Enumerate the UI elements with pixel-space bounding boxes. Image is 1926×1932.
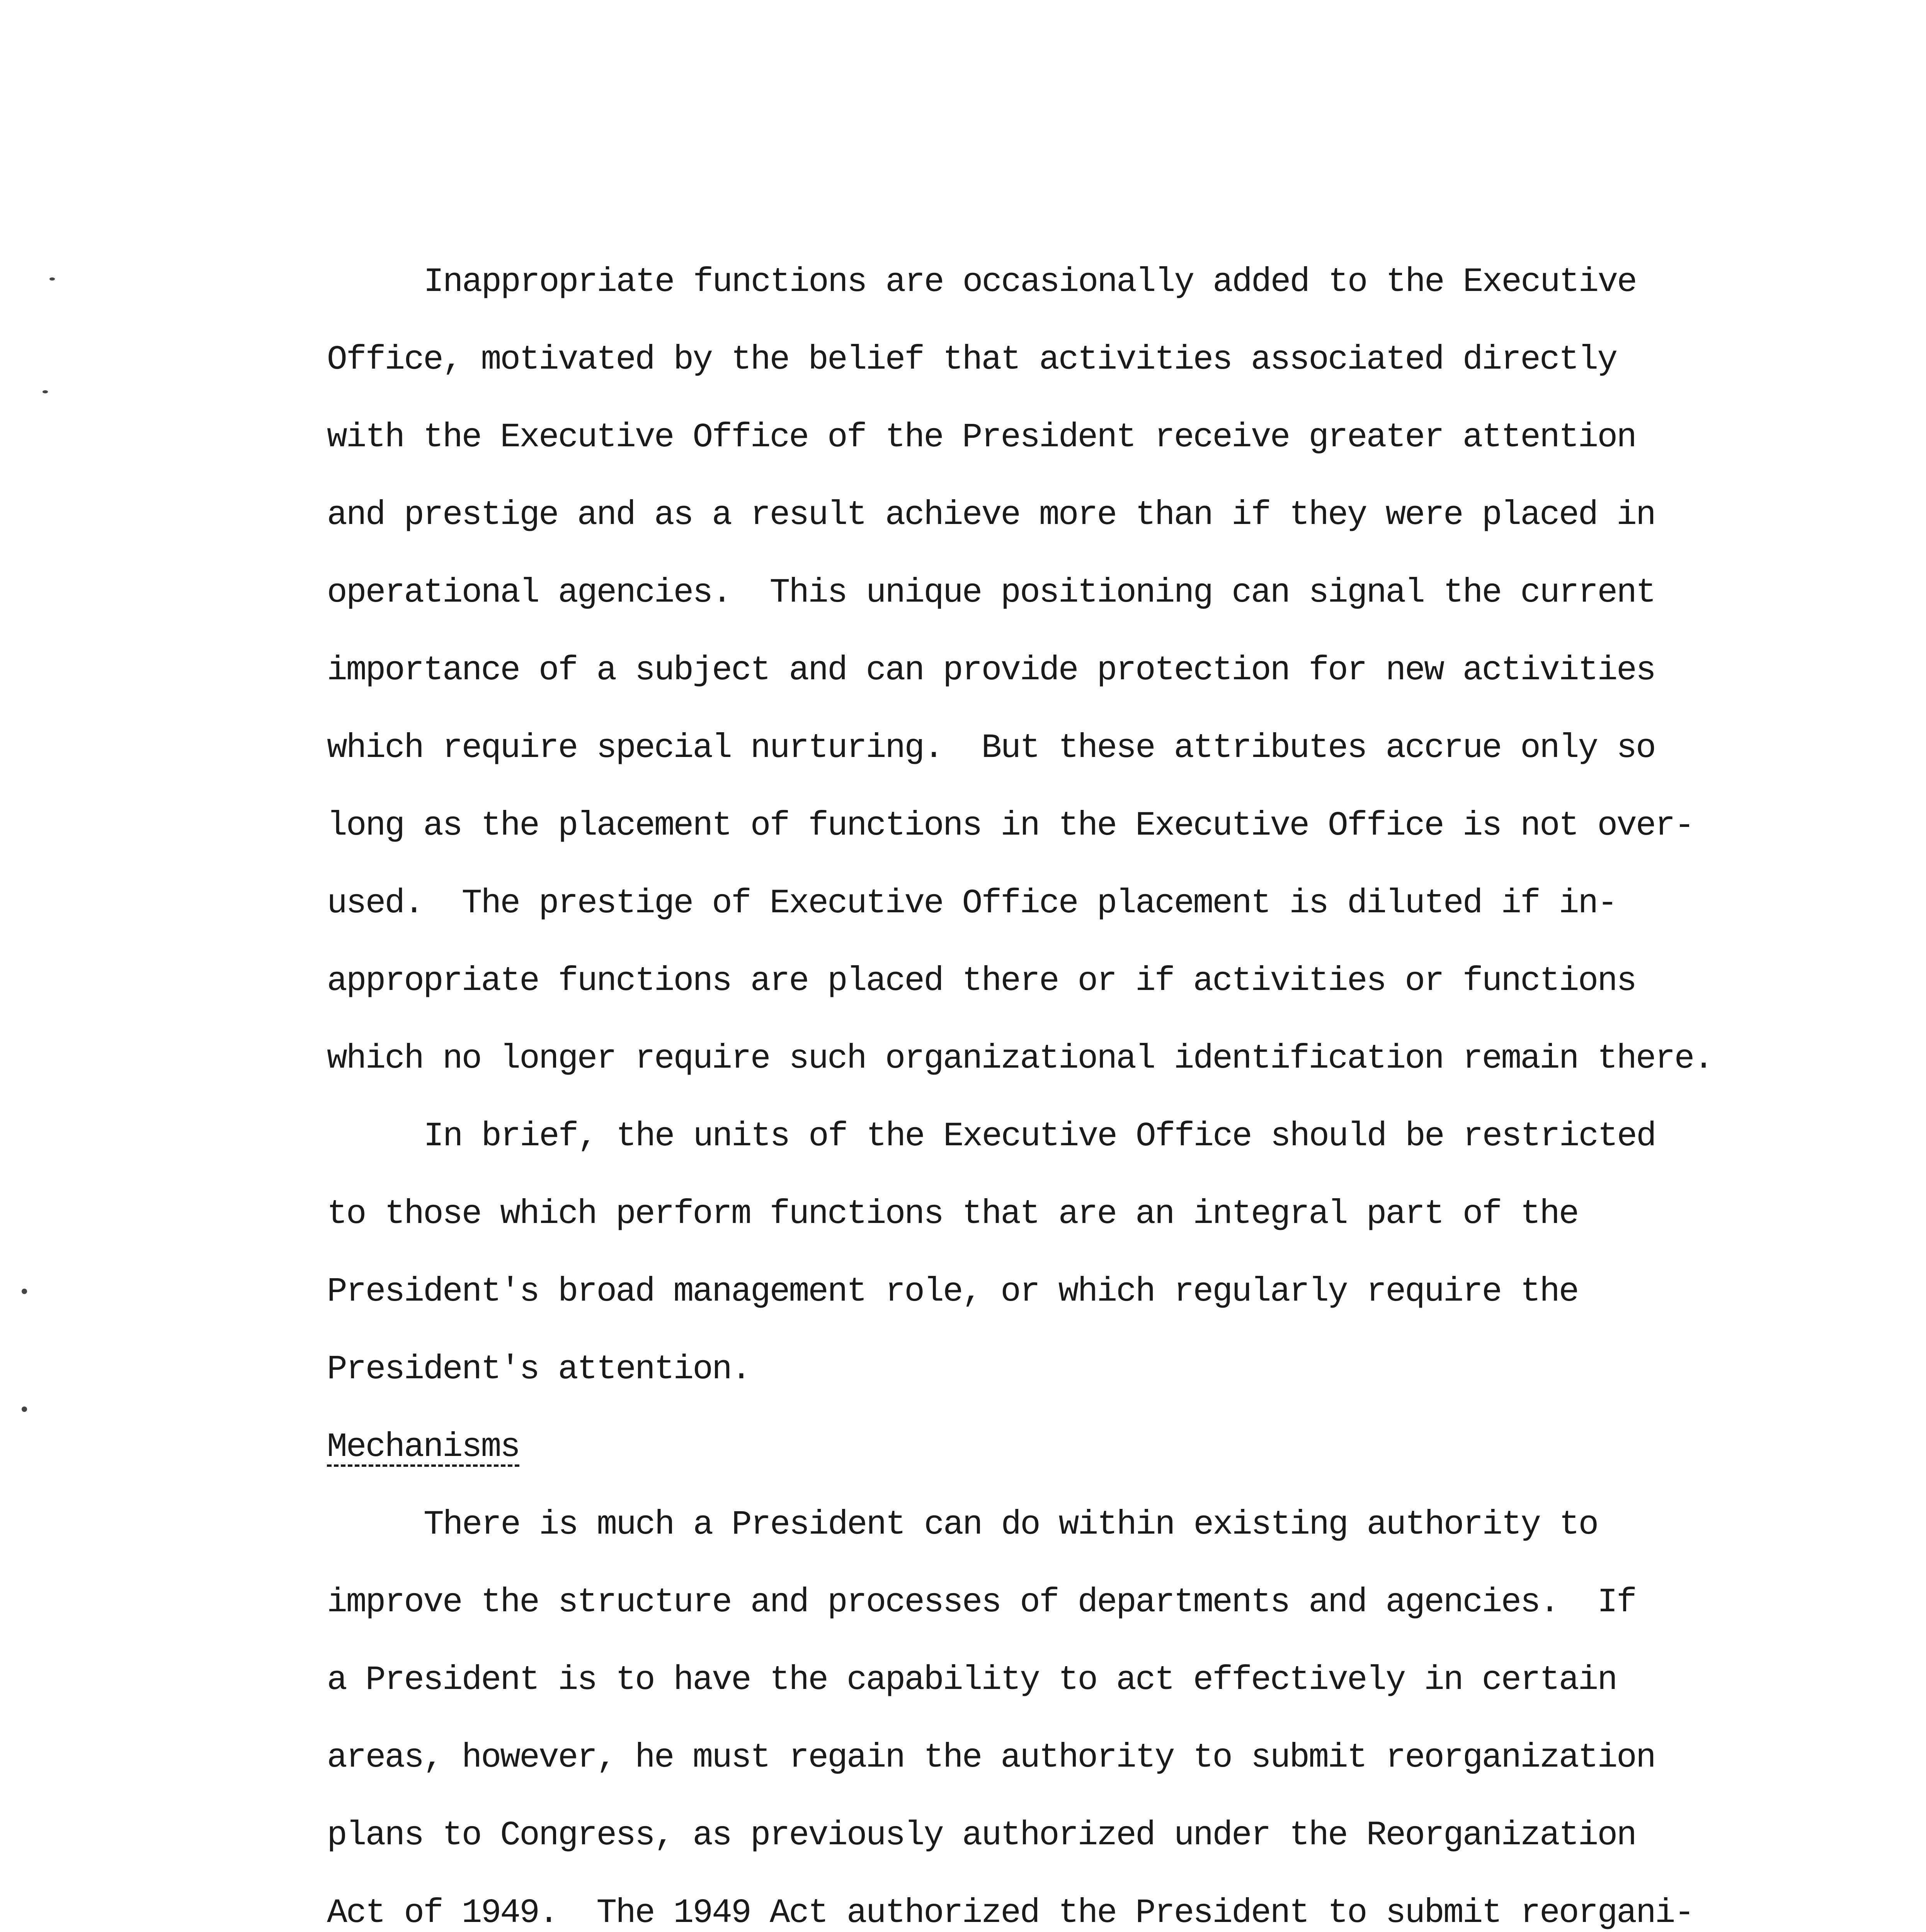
- paragraph-line: with the Executive Office of the President receive greater attention: [327, 418, 1636, 457]
- section-heading-text: Mechanisms: [327, 1428, 520, 1466]
- paragraph-line: plans to Congress, as previously authorized under the Reorganization: [327, 1816, 1636, 1855]
- margin-mark: [49, 277, 55, 281]
- paragraph-line: used. The prestige of Executive Office placement is diluted if in-: [327, 884, 1617, 923]
- paragraph-line: President's attention.: [327, 1350, 750, 1389]
- paragraph-line: improve the structure and processes of departments and agencies. If: [327, 1583, 1636, 1622]
- paragraph-line: There is much a President can do within existing authority to: [424, 1506, 1598, 1544]
- section-heading: [327, 1408, 1757, 1486]
- paragraph-line: and prestige and as a result achieve more than if they were placed in: [327, 496, 1655, 534]
- paragraph-line: which no longer require such organizational identification remain there.: [327, 1040, 1713, 1078]
- margin-mark: [22, 1406, 27, 1412]
- paragraph-line: long as the placement of functions in the Executive Office is not over-: [327, 807, 1694, 845]
- paragraph-line: operational agencies. This unique positioning can signal the current: [327, 574, 1655, 612]
- paragraph-line: which require special nurturing. But these attributes accrue only so: [327, 729, 1655, 767]
- paragraph-line: importance of a subject and can provide protection for new activities: [327, 651, 1655, 690]
- paragraph-line: In brief, the units of the Executive Office should be restricted: [424, 1117, 1655, 1156]
- paragraph-line: Inappropriate functions are occasionally added to the Executive: [424, 263, 1636, 301]
- margin-mark: [22, 1289, 27, 1294]
- paragraph-line: to those which perform functions that are an integral part of the: [327, 1195, 1578, 1233]
- paragraph-line: a President is to have the capability to act effectively in certain: [327, 1661, 1617, 1699]
- paragraph-line: areas, however, he must regain the authority to submit reorganization: [327, 1739, 1655, 1777]
- paragraph-line: appropriate functions are placed there or if activities or functions: [327, 962, 1636, 1000]
- margin-mark: [43, 390, 48, 393]
- paragraph-line: President's broad management role, or which regularly require the: [327, 1273, 1578, 1311]
- paragraph-line: Office, motivated by the belief that activities associated directly: [327, 341, 1617, 379]
- paragraph-line: Act of 1949. The 1949 Act authorized the President to submit reorgani-: [327, 1894, 1694, 1932]
- body-text: [327, 243, 1757, 1932]
